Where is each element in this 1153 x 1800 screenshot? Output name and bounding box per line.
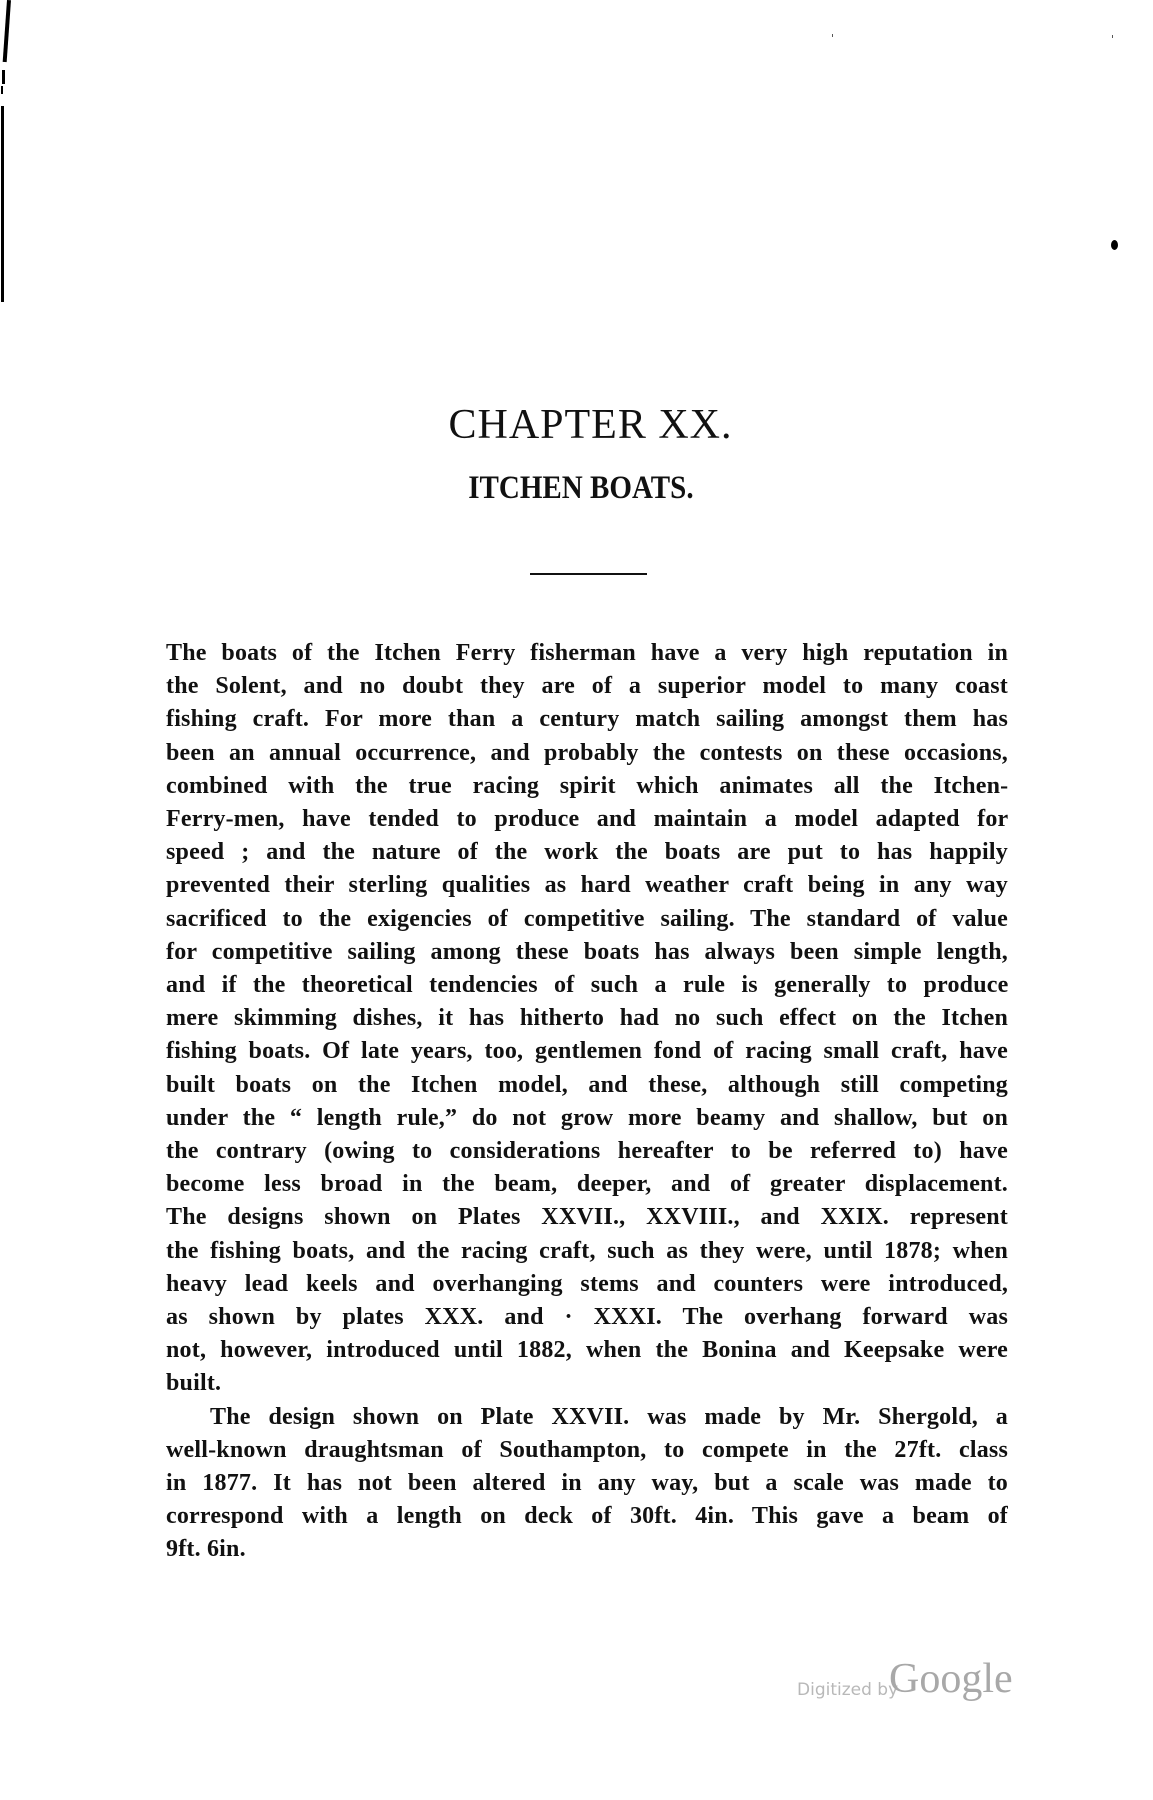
body-text [166,637,1008,1567]
text-line: heavy lead keels and overhanging stems and counters were introduced, [166,1270,1009,1297]
text-line: under the “ length rule,” do not grow more beamy and shallow, but on [166,1104,1008,1131]
text-line: sacrificed to the exigencies of competitive sailing. The standard of value [166,905,1008,932]
text-line: fishing craft. For more than a century match sailing amongst them has [166,706,1008,733]
text-line: combined with the true racing spirit which animates all the Itchen- [166,772,1009,799]
paragraph-1 [166,637,1008,1401]
text-line: the contrary (owing to considerations hereafter to be referred to) have [166,1138,1008,1165]
text-line: prevented their sterling qualities as hard weather craft being in any way [166,872,1008,899]
text-line: not, however, introduced until 1882, when the Bonina and Keepsake were [166,1337,1008,1364]
scan-edge-mark [3,0,11,62]
text-line: well-known draughtsman of Southampton, to compete in the 27ft. class [166,1436,1008,1463]
text-line: built. [166,1370,222,1397]
scan-edge-mark [1,86,3,94]
text-line: built boats on the Itchen model, and these, although still competing [166,1071,1009,1098]
title-divider-rule [530,573,647,575]
text-line: speed ; and the nature of the work the boats are put to has happily [166,839,1008,866]
scan-speck [1112,35,1113,38]
text-line: The designs shown on Plates XXVII., XXVIII., and XXIX. represent [166,1204,1008,1231]
text-line: 9ft. 6in. [166,1536,246,1563]
text-line: for competitive sailing among these boats has always been simple length, [166,938,1008,965]
scan-dot-mark [1111,240,1118,250]
digitized-by-label: Digitized by [797,1680,899,1700]
scan-speck [832,34,833,37]
text-line: in 1877. It has not been altered in any way, but a scale was made to [166,1470,1008,1497]
paragraph-2 [166,1401,1008,1567]
text-line: become less broad in the beam, deeper, and of greater displacement. [166,1171,1008,1198]
chapter-title: CHAPTER XX. [448,402,733,448]
text-line: the fishing boats, and the racing craft, such as they were, until 1878; when [166,1237,1009,1264]
text-line: the Solent, and no doubt they are of a superior model to many coast [166,673,1008,700]
text-line: and if the theoretical tendencies of such a rule is generally to produce [166,972,1009,999]
text-line: been an annual occurrence, and probably the contests on these occasions, [166,739,1008,766]
scan-edge-mark [1,106,4,302]
text-line: The boats of the Itchen Ferry fisherman have a very high reputation in [166,640,1008,666]
google-watermark-logo: Google [889,1656,1013,1702]
chapter-subtitle: ITCHEN BOATS. [468,470,694,506]
text-line: fishing boats. Of late years, too, gentlemen fond of racing small craft, have [166,1038,1008,1065]
text-line: as shown by plates XXX. and · XXXI. The overhang forward was [166,1304,1008,1331]
text-line: correspond with a length on deck of 30ft. 4in. This gave a beam of [166,1503,1008,1530]
text-line: mere skimming dishes, it has hitherto had no such effect on the Itchen [166,1005,1008,1032]
text-line: The design shown on Plate XXVII. was made by Mr. Shergold, a [210,1403,1008,1430]
text-line: Ferry-men, have tended to produce and maintain a model adapted for [166,806,1009,833]
scan-edge-mark [2,70,5,84]
